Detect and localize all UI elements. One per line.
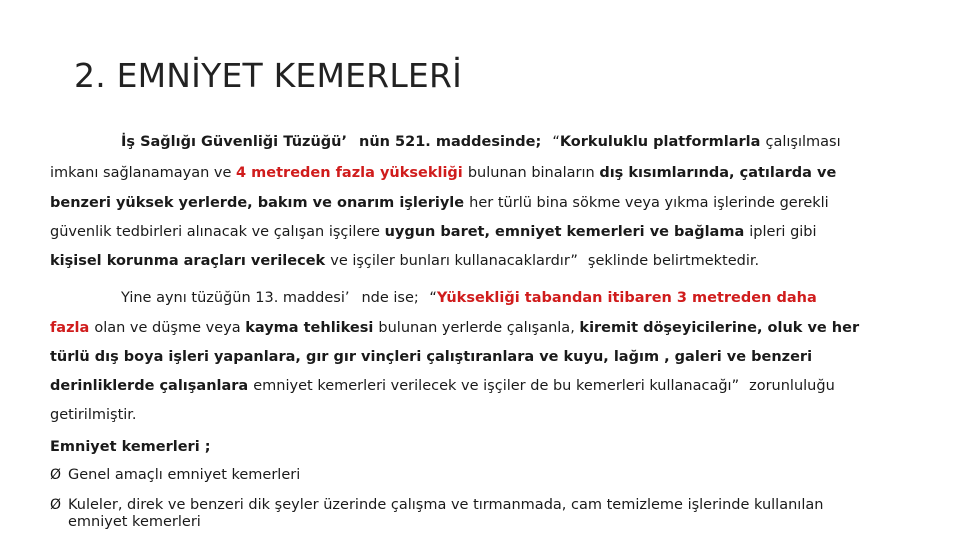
text-run: ”	[570, 253, 578, 269]
arrow-bullet-icon: Ø	[50, 467, 62, 483]
bullet-item-2: Kuleler, direk ve benzeri dik şeyler üzerinde çalışma ve tırmanmada, cam temizleme işlerinde kullanılan	[68, 497, 824, 513]
paragraph-2-line-5	[50, 407, 137, 423]
text-run: uygun baret, emniyet kemerleri ve bağlama	[384, 224, 750, 240]
paragraph-2-line-2	[50, 320, 859, 336]
text-run: benzeri yüksek yerlerde, bakım ve onarım işleriyle	[50, 195, 470, 211]
text-run: Yine aynı tüzüğün 13. maddesi’	[121, 290, 350, 306]
text-run: şeklinde belirtmektedir.	[587, 253, 760, 269]
paragraph-1-line-5	[50, 253, 759, 269]
text-run: olan ve düşme veya	[94, 320, 246, 336]
paragraph-2-line-4	[50, 378, 835, 394]
text-run: güvenlik tedbirleri alınacak ve çalışan işçilere	[50, 224, 385, 240]
text-run: ve işçiler bunları kullanacaklardır	[330, 253, 571, 269]
list-heading: Emniyet kemerleri ;	[50, 439, 211, 455]
text-run: nde ise;	[361, 290, 424, 306]
text-run: çalışılması	[765, 134, 841, 150]
slide-title: 2. EMNİYET KEMERLERİ	[74, 56, 463, 95]
paragraph-2-line-1	[121, 290, 817, 306]
text-run: Korkuluklu platformlarla	[559, 134, 766, 150]
paragraph-1-line-3	[50, 195, 829, 211]
text-run: nün 521. maddesinde;	[359, 134, 547, 150]
paragraph-1-line-2	[50, 165, 836, 181]
bullet-item-1: Genel amaçlı emniyet kemerleri	[68, 467, 301, 483]
text-run: getirilmiştir.	[50, 407, 137, 423]
text-run: “	[429, 290, 437, 306]
text-run: emniyet kemerleri verilecek ve işçiler de bu kemerleri kullanacağı	[253, 378, 732, 394]
text-run: kişisel korunma araçları verilecek	[50, 253, 331, 269]
text-run: zorunluluğu	[749, 378, 835, 394]
text-run: her türlü bina sökme veya yıkma işlerinde gerekli	[469, 195, 829, 211]
text-run: ”	[731, 378, 740, 394]
arrow-bullet-icon: Ø	[50, 497, 62, 513]
text-run: fazla	[50, 320, 95, 336]
paragraph-2-line-3	[50, 349, 812, 365]
paragraph-1-line-1	[121, 134, 841, 150]
bullet-item-2-continued: emniyet kemerleri	[68, 514, 201, 530]
text-run: “	[552, 134, 560, 150]
text-run: derinliklerde çalışanlara	[50, 378, 254, 394]
text-run: ipleri gibi	[749, 224, 817, 240]
text-run: imkanı sağlanamayan ve	[50, 165, 237, 181]
text-run: 4 metreden fazla	[236, 165, 380, 181]
text-run: kayma tehlikesi	[245, 320, 379, 336]
text-run: yüksekliği	[379, 165, 468, 181]
text-run: bulunan yerlerde çalışanla,	[378, 320, 580, 336]
paragraph-1-line-4	[50, 224, 817, 240]
text-run: bulunan binaların	[467, 165, 600, 181]
text-run: türlü dış boya işleri yapanlara, gır gır vinçleri çalıştıranlara ve kuyu, lağım , galeri ve benzeri	[50, 349, 813, 365]
text-run: İş Sağlığı Güvenliği Tüzüğü’	[121, 134, 347, 150]
text-run: Yüksekliği tabandan itibaren 3 metreden daha	[436, 290, 817, 306]
text-run: dış kısımlarında, çatılarda ve	[599, 165, 837, 181]
text-run: kiremit döşeyicilerine, oluk ve her	[579, 320, 860, 336]
